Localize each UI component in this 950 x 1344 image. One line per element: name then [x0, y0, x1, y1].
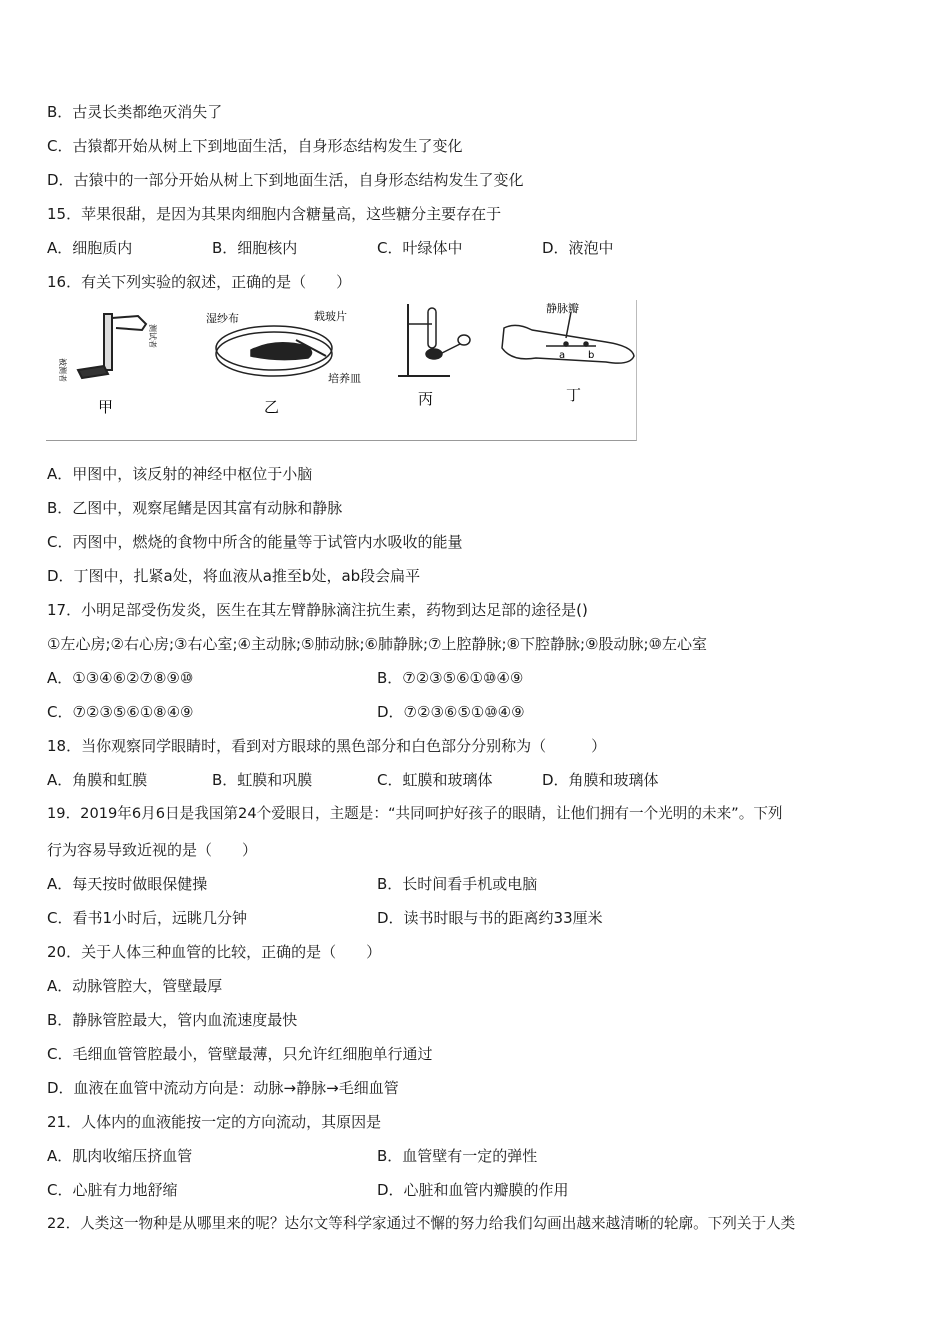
q17-stem: 17．小明足部受伤发炎，医生在其左臂静脉滴注抗生素，药物到达足部的途径是(): [47, 601, 588, 619]
test-tube: [428, 308, 436, 348]
label-b: b: [588, 350, 595, 361]
label-a: a: [559, 350, 566, 361]
q15-stem: 15．苹果很甜，是因为其果肉细胞内含糖量高，这些糖分主要存在于: [47, 205, 502, 223]
q21-stem: 21．人体内的血液能按一定的方向流动，其原因是: [47, 1113, 382, 1131]
label-ding: 丁: [566, 386, 582, 404]
q15-option-d: D．液泡中: [542, 239, 614, 257]
q20-stem: 20．关于人体三种血管的比较，正确的是（ ）: [47, 943, 382, 961]
q20-option-c: C．毛细血管管腔最小，管壁最薄，只允许红细胞单行通过: [47, 1045, 433, 1063]
q16-stem: 16．有关下列实验的叙述，正确的是（ ）: [47, 273, 352, 291]
q22-stem: 22．人类这一物种是从哪里来的呢？达尔文等科学家通过不懈的努力给我们勾画出越来越清晰的轮廓。下列关于人类: [47, 1215, 796, 1232]
q20-option-d: D．血液在血管中流动方向是：动脉→静脉→毛细血管: [47, 1079, 399, 1097]
q14-option-d: D．古猿中的一部分开始从树上下到地面生活，自身形态结构发生了变化: [47, 171, 524, 189]
q17-option-b: B．⑦②③⑤⑥①⑩④⑨: [377, 669, 524, 687]
q19-stem-cont: 行为容易导致近视的是（ ）: [47, 841, 258, 859]
q17-option-d: D．⑦②③⑥⑤①⑩④⑨: [377, 703, 525, 721]
figure-bing-combustion: [398, 304, 470, 376]
label-tested: 测试者: [148, 324, 157, 348]
label-petri: 培养皿: [328, 372, 361, 385]
q15-option-b: B．细胞核内: [212, 239, 298, 257]
q21-option-a: A．肌肉收缩压挤血管: [47, 1147, 193, 1165]
q20-option-b: B．静脉管腔最大，管内血流速度最快: [47, 1011, 298, 1029]
q15-option-c: C．叶绿体中: [377, 239, 463, 257]
fish-shape: [251, 343, 312, 360]
q17-option-c: C．⑦②③⑤⑥①⑧④⑨: [47, 703, 194, 721]
figure-yi-petri-dish: [216, 326, 332, 376]
q14-option-b: B．古灵长类都绝灭消失了: [47, 103, 223, 121]
q18-option-a: A．角膜和虹膜: [47, 771, 148, 789]
q19-option-b: B．长时间看手机或电脑: [377, 875, 538, 893]
q18-option-d: D．角膜和玻璃体: [542, 771, 659, 789]
q18-option-b: B．虹膜和巩膜: [212, 771, 313, 789]
subject-hand-shape: [78, 366, 108, 378]
needle-holder: [440, 344, 460, 354]
figure-jia-ruler-test: [78, 314, 146, 378]
experiment-figure: [46, 300, 637, 441]
q14-option-c: C．古猿都开始从树上下到地面生活，自身形态结构发生了变化: [47, 137, 463, 155]
q15-option-a: A．细胞质内: [47, 239, 133, 257]
ruler-shape: [104, 314, 112, 370]
vein-pointer: [566, 312, 571, 338]
q16-option-d: D．丁图中，扎紧a处，将血液从a推至b处，ab段会扁平: [47, 567, 421, 585]
q16-option-a: A．甲图中，该反射的神经中枢位于小脑: [47, 465, 313, 483]
label-bing: 丙: [418, 390, 434, 408]
point-b-mark: [584, 342, 588, 346]
q17-option-a: A．①③④⑥②⑦⑧⑨⑩: [47, 669, 194, 687]
q21-option-b: B．血管壁有一定的弹性: [377, 1147, 538, 1165]
tester-hand-shape: [112, 316, 146, 330]
q19-stem: 19．2019年6月6日是我国第24个爱眼日，主题是：“共同呵护好孩子的眼睛，让他们拥有一个光明的未来”。下列: [47, 805, 783, 822]
experiment-figure-svg: [46, 300, 636, 440]
q17-list: ①左心房;②右心房;③右心室;④主动脉;⑤肺动脉;⑥肺静脉;⑦上腔静脉;⑧下腔静脉;⑨股动脉;⑩左心室: [47, 635, 707, 653]
burning-food: [426, 349, 442, 359]
q18-stem: 18．当你观察同学眼睛时，看到对方眼球的黑色部分和白色部分分别称为（ ）: [47, 737, 607, 755]
figure-ding-arm: [502, 312, 634, 363]
q16-option-b: B．乙图中，观察尾鳍是因其富有动脉和静脉: [47, 499, 343, 517]
q16-option-c: C．丙图中，燃烧的食物中所含的能量等于试管内水吸收的能量: [47, 533, 463, 551]
q21-option-c: C．心脏有力地舒缩: [47, 1181, 178, 1199]
label-yi: 乙: [264, 398, 280, 416]
q20-option-a: A．动脉管腔大，管壁最厚: [47, 977, 223, 995]
label-jia: 甲: [98, 398, 114, 416]
q18-option-c: C．虹膜和玻璃体: [377, 771, 493, 789]
q19-option-d: D．读书时眼与书的距离约33厘米: [377, 909, 603, 927]
q19-option-a: A．每天按时做眼保健操: [47, 875, 208, 893]
q19-option-c: C．看书1小时后，远眺几分钟: [47, 909, 248, 927]
label-subject: 被测者: [58, 358, 67, 382]
label-vein-valve: 静脉瓣: [546, 302, 579, 315]
q21-option-d: D．心脏和血管内瓣膜的作用: [377, 1181, 569, 1199]
point-a-mark: [564, 342, 568, 346]
holder-handle: [458, 335, 470, 345]
label-slide: 载玻片: [314, 310, 347, 323]
label-wet-gauze: 湿纱布: [206, 312, 239, 325]
